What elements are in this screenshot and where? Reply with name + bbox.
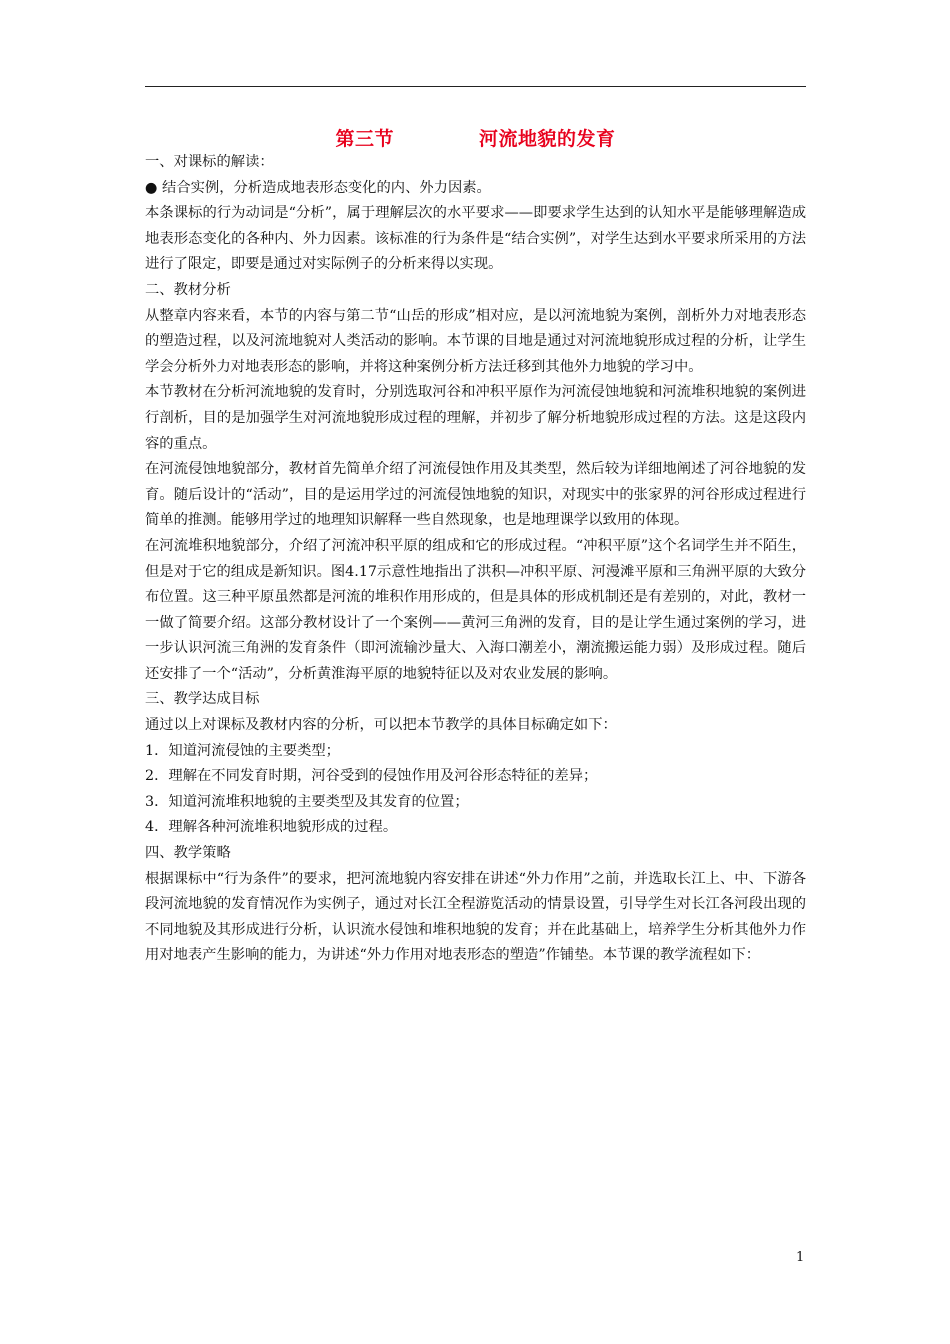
section-heading-textbook: 二、教材分析 [145, 281, 231, 298]
goal-item-3: 3．知道河流堆积地貌的主要类型及其发育的位置； [145, 793, 469, 810]
goal-item-2: 2．理解在不同发育时期，河谷受到的侵蚀作用及河谷形态特征的差异； [145, 768, 598, 785]
header-rule [145, 86, 806, 87]
textbook-paragraph-3: 在河流侵蚀地貌部分，教材首先简单介绍了河流侵蚀作用及其类型，然后较为详细地阐述了河谷地貌的发育。随后设计的“活动”，目的是运用学过的河流侵蚀地貌的知识，对现实中的张家界的河谷形成过程进行简单的推测。能够用学过的地理知识解释一些自然现象，也是地理课学以致用的体现。 [145, 461, 806, 529]
document-body [145, 150, 806, 969]
goals-intro: 通过以上对课标及教材内容的分析，可以把本节教学的具体目标确定如下： [145, 717, 617, 734]
page-number: 1 [796, 1250, 805, 1265]
section-heading-goals: 三、教学达成目标 [145, 691, 260, 708]
standards-paragraph: 本条课标的行为动词是“分析”，属于理解层次的水平要求——即要求学生达到的认知水平是能够理解造成地表形态变化的各种内、外力因素。该标准的行为条件是“结合实例”，对学生达到水平要求所采用的方法进行了限定，即要是通过对实际例子的分析来得以实现。 [145, 205, 806, 273]
section-heading-strategy: 四、教学策略 [145, 845, 231, 862]
goal-item-1: 1．知道河流侵蚀的主要类型； [145, 742, 340, 759]
strategy-paragraph: 根据课标中“行为条件”的要求，把河流地貌内容安排在讲述“外力作用”之前，并选取长江上、中、下游各段河流地貌的发育情况作为实例子，通过对长江全程游览活动的情景设置，引导学生对长江各河段出现的不同地貌及其形成进行分析，认识流水侵蚀和堆积地貌的发育；并在此基础上，培养学生分析其他外力作用对地表产生影响的能力，为讲述“外力作用对地表形态的塑造”作铺垫。本节课的教学流程如下： [145, 870, 806, 964]
standard-bullet: ● 结合实例，分析造成地表形态变化的内、外力因素。 [145, 179, 491, 196]
textbook-paragraph-4: 在河流堆积地貌部分，介绍了河流冲积平原的组成和它的形成过程。“冲积平原”这个名词学生并不陌生，但是对于它的组成是新知识。图4.17示意性地指出了洪积—冲积平原、河漫滩平原和三角洲平原的大致分布位置。这三种平原虽然都是河流的堆积作用形成的，但是具体的形成机制还是有差别的，对此，教材一一做了简要介绍。这部分教材设计了一个案例——黄河三角洲的发育，目的是让学生通过案例的学习，进一步认识河流三角洲的发育条件（即河流输沙量大、入海口潮差小，潮流搬运能力弱）及形成过程。随后还安排了一个“活动”，分析黄淮海平原的地貌特征以及对农业发展的影响。 [145, 537, 806, 682]
section-heading-standards: 一、对课标的解读： [145, 154, 274, 170]
textbook-paragraph-1: 从整章内容来看，本节的内容与第二节“山岳的形成”相对应，是以河流地貌为案例，剖析外力对地表形态的塑造过程，以及河流地貌对人类活动的影响。本节课的目地是通过对河流地貌形成过程的分析，让学生学会分析外力对地表形态的影响，并将这种案例分析方法迁移到其他外力地貌的学习中。 [145, 307, 806, 375]
textbook-paragraph-2: 本节教材在分析河流地貌的发育时，分别选取河谷和冲积平原作为河流侵蚀地貌和河流堆积地貌的案例进行剖析，目的是加强学生对河流地貌形成过程的理解，并初步了解分析地貌形成过程的方法。这是这段内容的重点。 [145, 384, 806, 452]
goal-item-4: 4．理解各种河流堆积地貌形成的过程。 [145, 819, 398, 836]
page-title: 第三节 河流地貌的发育 [335, 128, 616, 150]
